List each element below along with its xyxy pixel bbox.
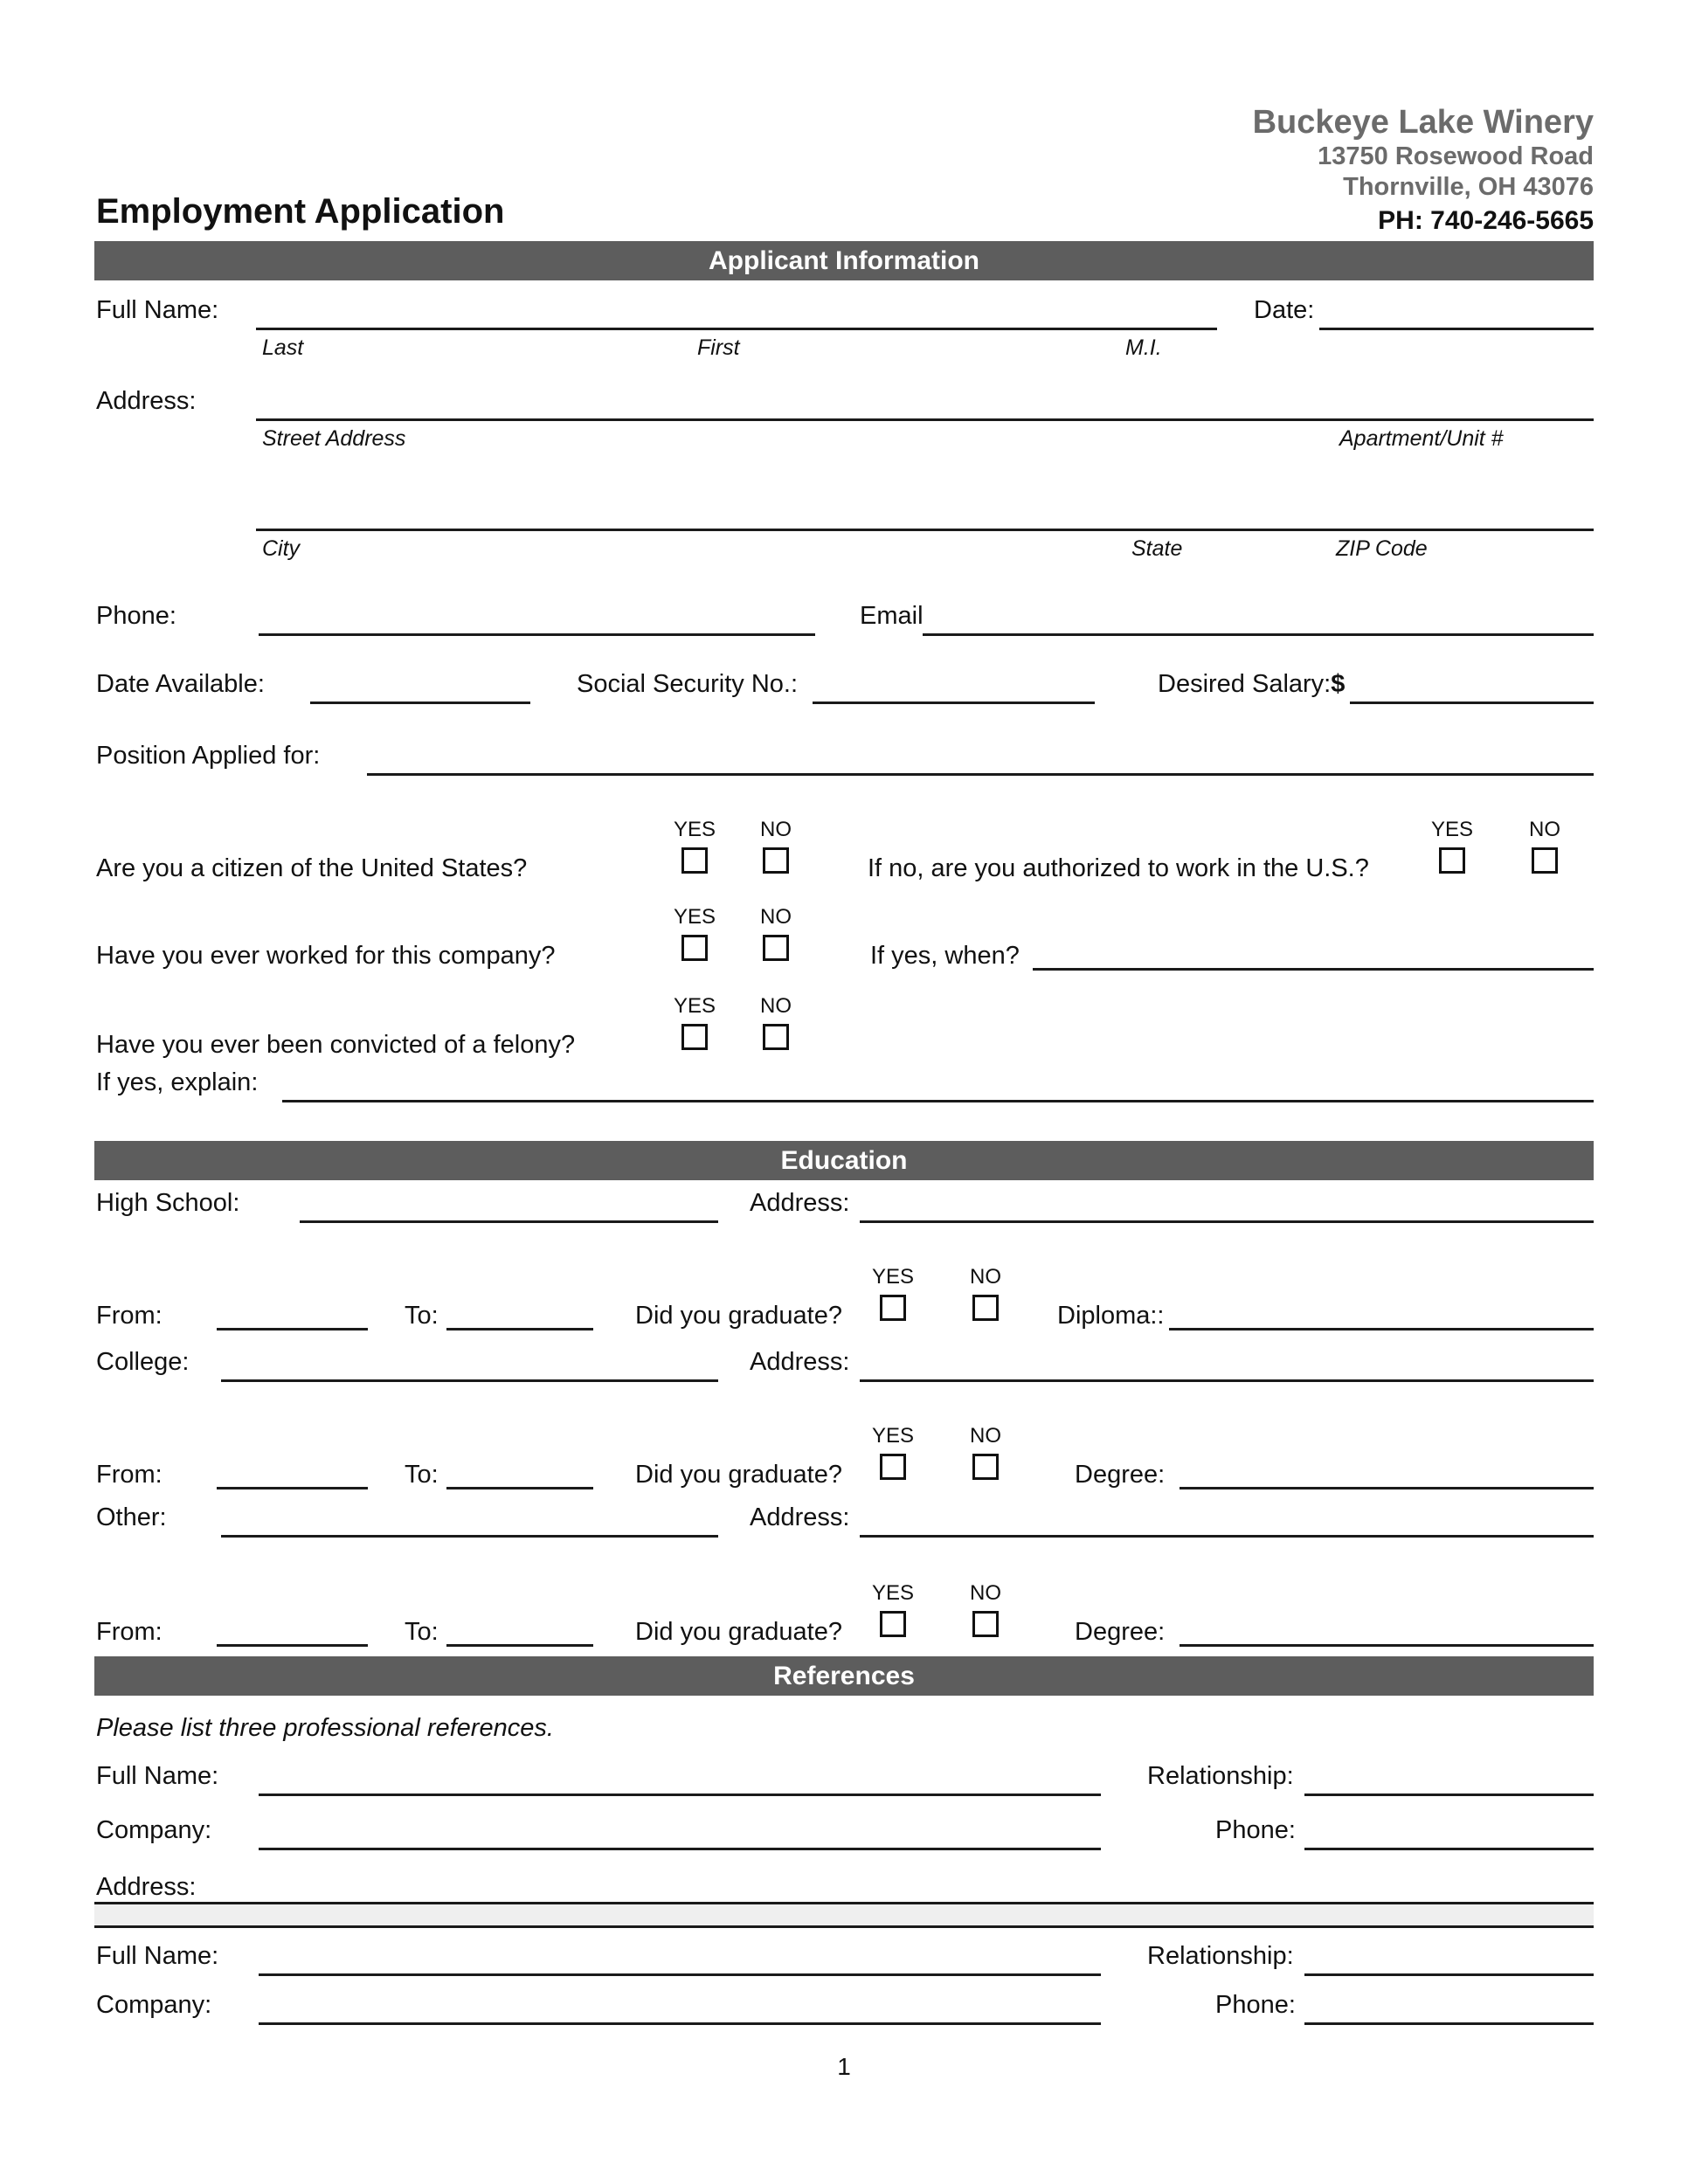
availability-row (94, 667, 1594, 704)
ref2-name-field[interactable] (259, 1942, 1101, 1976)
desired-salary-label: Desired Salary:$ (1158, 670, 1346, 698)
position-field[interactable] (367, 742, 1594, 776)
ref2-relationship-field[interactable] (1304, 1942, 1594, 1976)
hs-to-field[interactable] (446, 1296, 593, 1330)
hs-address-field[interactable] (860, 1189, 1594, 1223)
college-grad-yes-col (858, 1426, 928, 1480)
yes-caption: YES (871, 1581, 915, 1605)
ref1-address-field[interactable] (94, 1902, 1594, 1928)
citizen-question-row (94, 819, 1594, 889)
full-name-label: Full Name: (96, 296, 219, 324)
college-grad-no-col (951, 1426, 1020, 1480)
felony-no-col (741, 996, 811, 1050)
ref2-company-row (94, 1988, 1594, 2025)
other-grad-yes-checkbox[interactable] (880, 1611, 906, 1637)
date-available-label: Date Available: (96, 670, 265, 698)
page-number: 1 (837, 2053, 851, 2080)
other-to-field[interactable] (446, 1613, 593, 1647)
name-sublabels (94, 335, 1594, 363)
dollar-sign: $ (1331, 670, 1346, 698)
no-caption: NO (970, 1581, 1001, 1605)
other-label: Other: (96, 1503, 167, 1531)
section-bar-education (94, 1141, 1594, 1180)
references-note: Please list three professional references. (96, 1714, 554, 1742)
ssn-label: Social Security No.: (577, 670, 799, 698)
other-from-field[interactable] (217, 1613, 368, 1647)
date-field[interactable] (1319, 296, 1594, 330)
citizen-question: Are you a citizen of the United States? (96, 854, 528, 882)
explain-row (94, 1066, 1594, 1102)
college-field[interactable] (221, 1348, 718, 1382)
yes-caption: YES (871, 1265, 915, 1289)
phone-email-row (94, 599, 1594, 636)
email-field[interactable] (923, 602, 1594, 636)
full-name-row (94, 294, 1594, 330)
diploma-label: Diploma:: (1057, 1302, 1165, 1330)
yes-caption: YES (1430, 818, 1474, 841)
hs-dates-row (94, 1267, 1594, 1337)
college-from-field[interactable] (217, 1455, 368, 1489)
ref2-company-label: Company: (96, 1991, 212, 2019)
college-dates-row (94, 1426, 1594, 1496)
from-label: From: (96, 1461, 163, 1489)
ref1-phone-label: Phone: (1215, 1816, 1296, 1844)
diploma-field[interactable] (1169, 1296, 1594, 1330)
first-sublabel: First (697, 335, 740, 360)
felony-no-checkbox[interactable] (763, 1024, 789, 1050)
ref1-address-label: Address: (96, 1873, 197, 1901)
company-address-line1: 13750 Rosewood Road (1318, 142, 1594, 170)
ref1-phone-field[interactable] (1304, 1816, 1594, 1850)
date-label: Date: (1254, 296, 1315, 324)
phone-field[interactable] (259, 602, 815, 636)
apartment-sublabel: Apartment/Unit # (1339, 426, 1504, 451)
company-phone: PH: 740-246-5665 (1378, 206, 1594, 235)
college-address-label: Address: (750, 1348, 850, 1376)
college-label: College: (96, 1348, 190, 1376)
hs-grad-no-col (951, 1267, 1020, 1321)
to-label: To: (405, 1461, 439, 1489)
other-dates-row (94, 1583, 1594, 1653)
from-label: From: (96, 1618, 163, 1646)
authorized-no-checkbox[interactable] (1532, 847, 1558, 874)
citizen-yes-checkbox[interactable] (681, 847, 708, 874)
ref1-relationship-label: Relationship: (1147, 1762, 1294, 1790)
college-row (94, 1345, 1594, 1382)
street-address-sublabel: Street Address (262, 426, 406, 451)
section-title: Education (780, 1146, 908, 1175)
ref1-full-name-label: Full Name: (96, 1762, 219, 1790)
position-label: Position Applied for: (96, 742, 321, 770)
other-address-label: Address: (750, 1503, 850, 1531)
other-field[interactable] (221, 1503, 718, 1538)
ref2-name-row (94, 1939, 1594, 1976)
ref1-company-label: Company: (96, 1816, 212, 1844)
authorized-question: If no, are you authorized to work in the U.S.? (868, 854, 1369, 882)
yes-caption: YES (673, 818, 716, 841)
worked-no-col (741, 907, 811, 961)
other-row (94, 1501, 1594, 1538)
mi-sublabel: M.I. (1125, 335, 1162, 360)
city-row (94, 494, 1594, 531)
no-caption: NO (970, 1424, 1001, 1448)
high-school-field[interactable] (300, 1189, 718, 1223)
high-school-row (94, 1186, 1594, 1223)
ref1-name-row (94, 1759, 1594, 1796)
felony-yes-checkbox[interactable] (681, 1024, 708, 1050)
ref2-company-field[interactable] (259, 1991, 1101, 2025)
no-caption: NO (760, 818, 792, 841)
felony-yes-col (660, 996, 730, 1050)
no-caption: NO (760, 994, 792, 1018)
other-grad-no-checkbox[interactable] (972, 1611, 999, 1637)
degree-label: Degree: (1075, 1461, 1166, 1489)
last-sublabel: Last (262, 335, 304, 360)
worked-yes-checkbox[interactable] (681, 935, 708, 961)
full-name-field[interactable] (256, 296, 1217, 330)
explain-field[interactable] (282, 1068, 1594, 1102)
yes-caption: YES (673, 905, 716, 929)
zip-sublabel: ZIP Code (1336, 536, 1428, 561)
explain-label: If yes, explain: (96, 1068, 259, 1096)
citizen-no-checkbox[interactable] (763, 847, 789, 874)
worked-question: Have you ever worked for this company? (96, 942, 556, 970)
citizen-yes-col (660, 819, 730, 874)
city-sublabel: City (262, 536, 301, 561)
college-grad-no-checkbox[interactable] (972, 1454, 999, 1480)
desired-salary-field[interactable] (1350, 670, 1594, 704)
to-label: To: (405, 1618, 439, 1646)
ref2-relationship-label: Relationship: (1147, 1942, 1294, 1970)
hs-from-field[interactable] (217, 1296, 368, 1330)
worked-question-row (94, 907, 1594, 977)
no-caption: NO (760, 905, 792, 929)
other-grad-no-col (951, 1583, 1020, 1637)
other-address-field[interactable] (860, 1503, 1594, 1538)
worked-when-field[interactable] (1033, 936, 1594, 971)
college-grad-yes-checkbox[interactable] (880, 1454, 906, 1480)
ssn-field[interactable] (813, 670, 1095, 704)
ref2-phone-field[interactable] (1304, 1991, 1594, 2025)
yes-caption: YES (673, 994, 716, 1018)
college-degree-field[interactable] (1180, 1455, 1594, 1489)
college-address-field[interactable] (860, 1348, 1594, 1382)
section-title: Applicant Information (709, 246, 979, 275)
ref1-name-field[interactable] (259, 1762, 1101, 1796)
college-to-field[interactable] (446, 1455, 593, 1489)
section-bar-references (94, 1656, 1594, 1696)
did-graduate-label: Did you graduate? (635, 1461, 842, 1489)
citizen-no-col (741, 819, 811, 874)
state-sublabel: State (1131, 536, 1183, 561)
did-graduate-label: Did you graduate? (635, 1618, 842, 1646)
ref2-full-name-label: Full Name: (96, 1942, 219, 1970)
yes-caption: YES (871, 1424, 915, 1448)
other-degree-field[interactable] (1180, 1613, 1594, 1647)
hs-address-label: Address: (750, 1189, 850, 1217)
city-sublabels (94, 536, 1594, 564)
other-grad-yes-col (858, 1583, 928, 1637)
section-title: References (773, 1662, 915, 1690)
no-caption: NO (1529, 818, 1560, 841)
date-available-field[interactable] (310, 670, 530, 704)
did-graduate-label: Did you graduate? (635, 1302, 842, 1330)
hs-grad-yes-col (858, 1267, 928, 1321)
ref1-company-field[interactable] (259, 1816, 1101, 1850)
no-caption: NO (970, 1265, 1001, 1289)
authorized-yes-col (1417, 819, 1487, 874)
when-label: If yes, when? (870, 942, 1020, 970)
ref2-phone-label: Phone: (1215, 1991, 1296, 2019)
company-name: Buckeye Lake Winery (1252, 104, 1594, 141)
city-state-zip-field[interactable] (256, 497, 1594, 531)
section-bar-applicant-information (94, 241, 1594, 280)
position-row (94, 739, 1594, 776)
authorized-yes-checkbox[interactable] (1439, 847, 1465, 874)
company-header (1253, 103, 1594, 239)
hs-grad-yes-checkbox[interactable] (880, 1295, 906, 1321)
address-label: Address: (96, 387, 197, 415)
form-title: Employment Application (96, 192, 505, 231)
from-label: From: (96, 1302, 163, 1330)
to-label: To: (405, 1302, 439, 1330)
ref1-company-row (94, 1814, 1594, 1850)
address-row (94, 384, 1594, 421)
street-address-field[interactable] (256, 387, 1594, 421)
authorized-no-col (1510, 819, 1580, 874)
worked-yes-col (660, 907, 730, 961)
felony-question: Have you ever been convicted of a felony? (96, 1031, 576, 1059)
street-sublabels (94, 426, 1594, 454)
phone-label: Phone: (96, 602, 176, 630)
worked-no-checkbox[interactable] (763, 935, 789, 961)
degree-label: Degree: (1075, 1618, 1166, 1646)
felony-question-row (94, 996, 1594, 1066)
high-school-label: High School: (96, 1189, 240, 1217)
ref1-relationship-field[interactable] (1304, 1762, 1594, 1796)
company-address-line2: Thornville, OH 43076 (1343, 173, 1594, 201)
hs-grad-no-checkbox[interactable] (972, 1295, 999, 1321)
email-label: Email (860, 602, 924, 630)
